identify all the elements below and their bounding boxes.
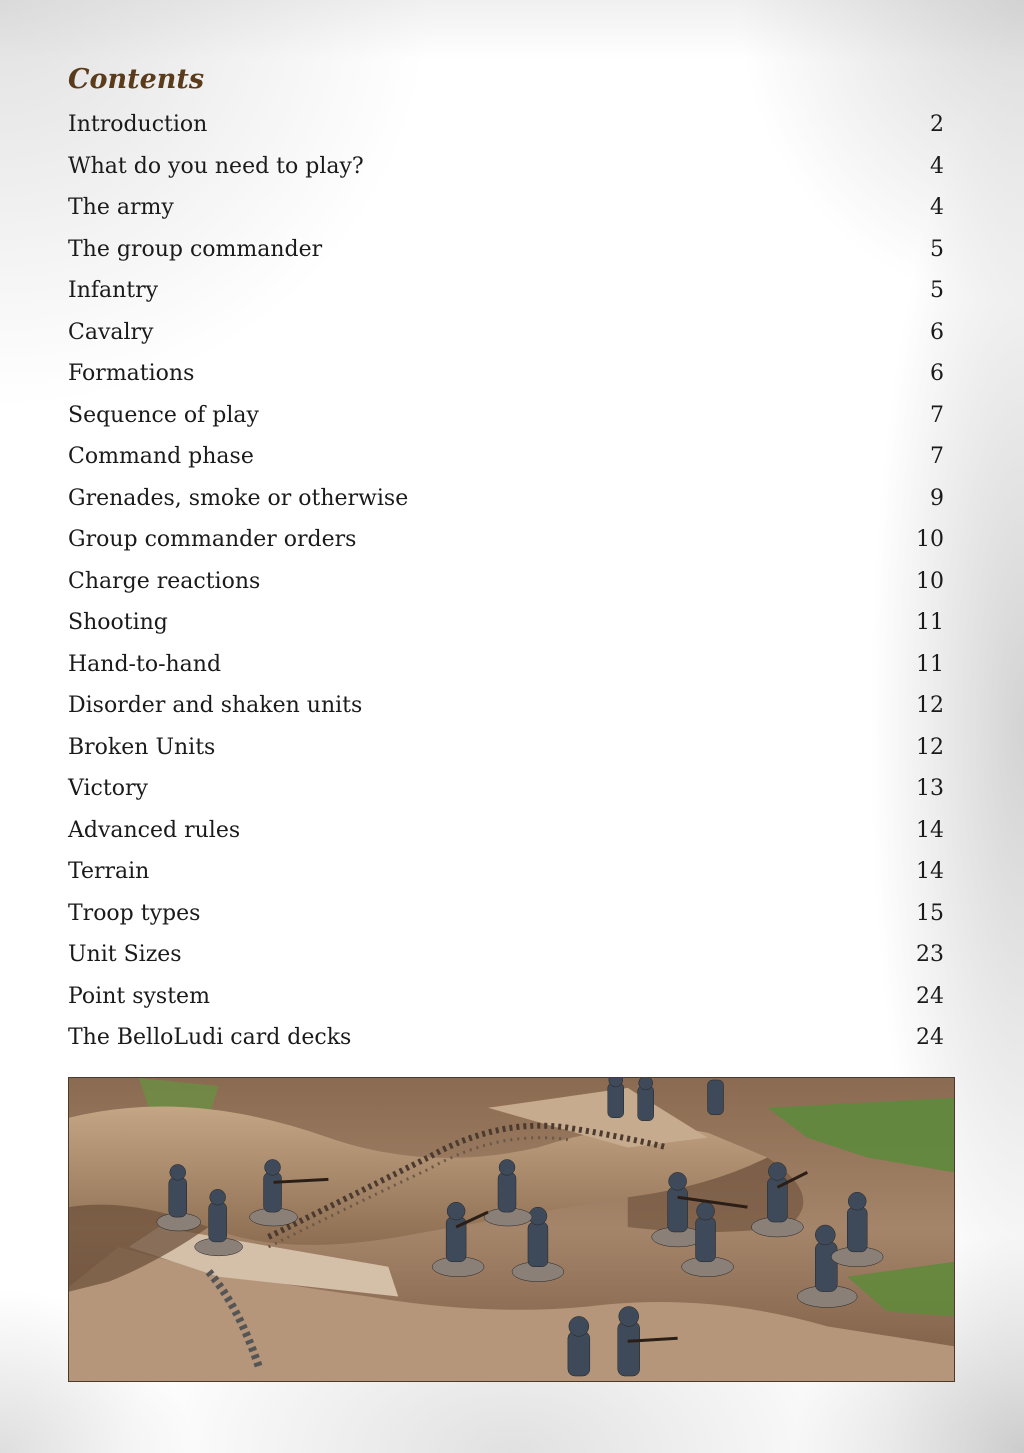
toc-entry-page-number: 12 bbox=[916, 693, 944, 718]
toc-entry bbox=[68, 478, 944, 520]
toc-entry-label: Infantry bbox=[68, 278, 159, 303]
toc-list bbox=[68, 104, 944, 1059]
toc-entry-label: Unit Sizes bbox=[68, 942, 182, 967]
toc-entry-label: Disorder and shaken units bbox=[68, 693, 363, 718]
toc-entry-label: Victory bbox=[68, 776, 148, 801]
toc-entry bbox=[68, 561, 944, 603]
toc-entry-page-number: 7 bbox=[930, 402, 944, 428]
toc-entry-page-number: 5 bbox=[930, 278, 944, 303]
toc-entry-page-number: 12 bbox=[916, 734, 944, 760]
toc-entry-label: Formations bbox=[68, 361, 195, 386]
toc-entry-label: Introduction bbox=[68, 112, 208, 137]
toc-entry-page-number: 15 bbox=[916, 900, 944, 926]
toc-entry bbox=[68, 602, 944, 644]
toc-entry-label: Cavalry bbox=[68, 319, 154, 345]
toc-entry bbox=[68, 146, 944, 188]
toc-entry bbox=[68, 810, 944, 852]
toc-entry-page-number: 23 bbox=[916, 942, 944, 967]
toc-entry-label: Point system bbox=[68, 983, 210, 1009]
toc-entry-label: Sequence of play bbox=[68, 402, 259, 428]
toc-entry-label: The army bbox=[68, 195, 174, 220]
toc-entry-page-number: 10 bbox=[916, 527, 944, 552]
toc-entry-label: The BelloLudi card decks bbox=[68, 1025, 352, 1050]
toc-entry-page-number: 14 bbox=[916, 859, 944, 884]
toc-entry-page-number: 6 bbox=[930, 319, 944, 345]
toc-entry-page-number: 2 bbox=[930, 112, 944, 137]
toc-entry-label: Shooting bbox=[68, 610, 168, 635]
toc-entry bbox=[68, 270, 944, 312]
toc-entry-page-number: 4 bbox=[930, 153, 944, 179]
toc-entry bbox=[68, 644, 944, 686]
toc-entry-label: Hand-to-hand bbox=[68, 651, 222, 677]
toc-entry-page-number: 10 bbox=[916, 568, 944, 594]
toc-entry bbox=[68, 353, 944, 395]
trench-diorama-illustration bbox=[69, 1078, 954, 1381]
toc-entry bbox=[68, 229, 944, 271]
toc-entry bbox=[68, 976, 944, 1018]
toc-entry bbox=[68, 727, 944, 769]
toc-entry-page-number: 11 bbox=[916, 610, 944, 635]
toc-entry-label: Grenades, smoke or otherwise bbox=[68, 485, 409, 511]
toc-entry bbox=[68, 893, 944, 935]
toc-entry-label: Troop types bbox=[68, 900, 201, 926]
toc-entry bbox=[68, 768, 944, 810]
toc-entry-label: Charge reactions bbox=[68, 568, 261, 594]
toc-entry-page-number: 24 bbox=[916, 1025, 944, 1050]
toc-entry bbox=[68, 934, 944, 976]
toc-entry-label: Advanced rules bbox=[68, 817, 241, 843]
toc-entry-page-number: 9 bbox=[930, 485, 944, 511]
toc-entry-page-number: 4 bbox=[930, 195, 944, 220]
toc-entry bbox=[68, 312, 944, 354]
toc-entry-page-number: 11 bbox=[916, 651, 944, 677]
toc-entry-page-number: 6 bbox=[930, 361, 944, 386]
toc-entry-page-number: 13 bbox=[916, 776, 944, 801]
toc-entry bbox=[68, 395, 944, 437]
toc-entry-label: Group commander orders bbox=[68, 527, 357, 552]
toc-entry bbox=[68, 519, 944, 561]
toc-entry-page-number: 7 bbox=[930, 444, 944, 469]
miniature-battle-photo bbox=[68, 1077, 955, 1382]
toc-entry bbox=[68, 187, 944, 229]
toc-entry bbox=[68, 436, 944, 478]
toc-entry bbox=[68, 104, 944, 146]
toc-entry bbox=[68, 1017, 944, 1059]
toc-entry-page-number: 5 bbox=[930, 236, 944, 262]
toc-entry-page-number: 24 bbox=[916, 983, 944, 1009]
toc-entry-label: What do you need to play? bbox=[68, 153, 364, 179]
toc-entry-label: Command phase bbox=[68, 444, 254, 469]
toc-entry bbox=[68, 851, 944, 893]
toc-title: Contents bbox=[68, 64, 205, 95]
table-of-contents bbox=[68, 62, 944, 1059]
toc-entry-page-number: 14 bbox=[916, 817, 944, 843]
toc-entry bbox=[68, 685, 944, 727]
toc-entry-label: Terrain bbox=[68, 859, 150, 884]
toc-entry-label: Broken Units bbox=[68, 734, 216, 760]
toc-entry-label: The group commander bbox=[68, 236, 323, 262]
